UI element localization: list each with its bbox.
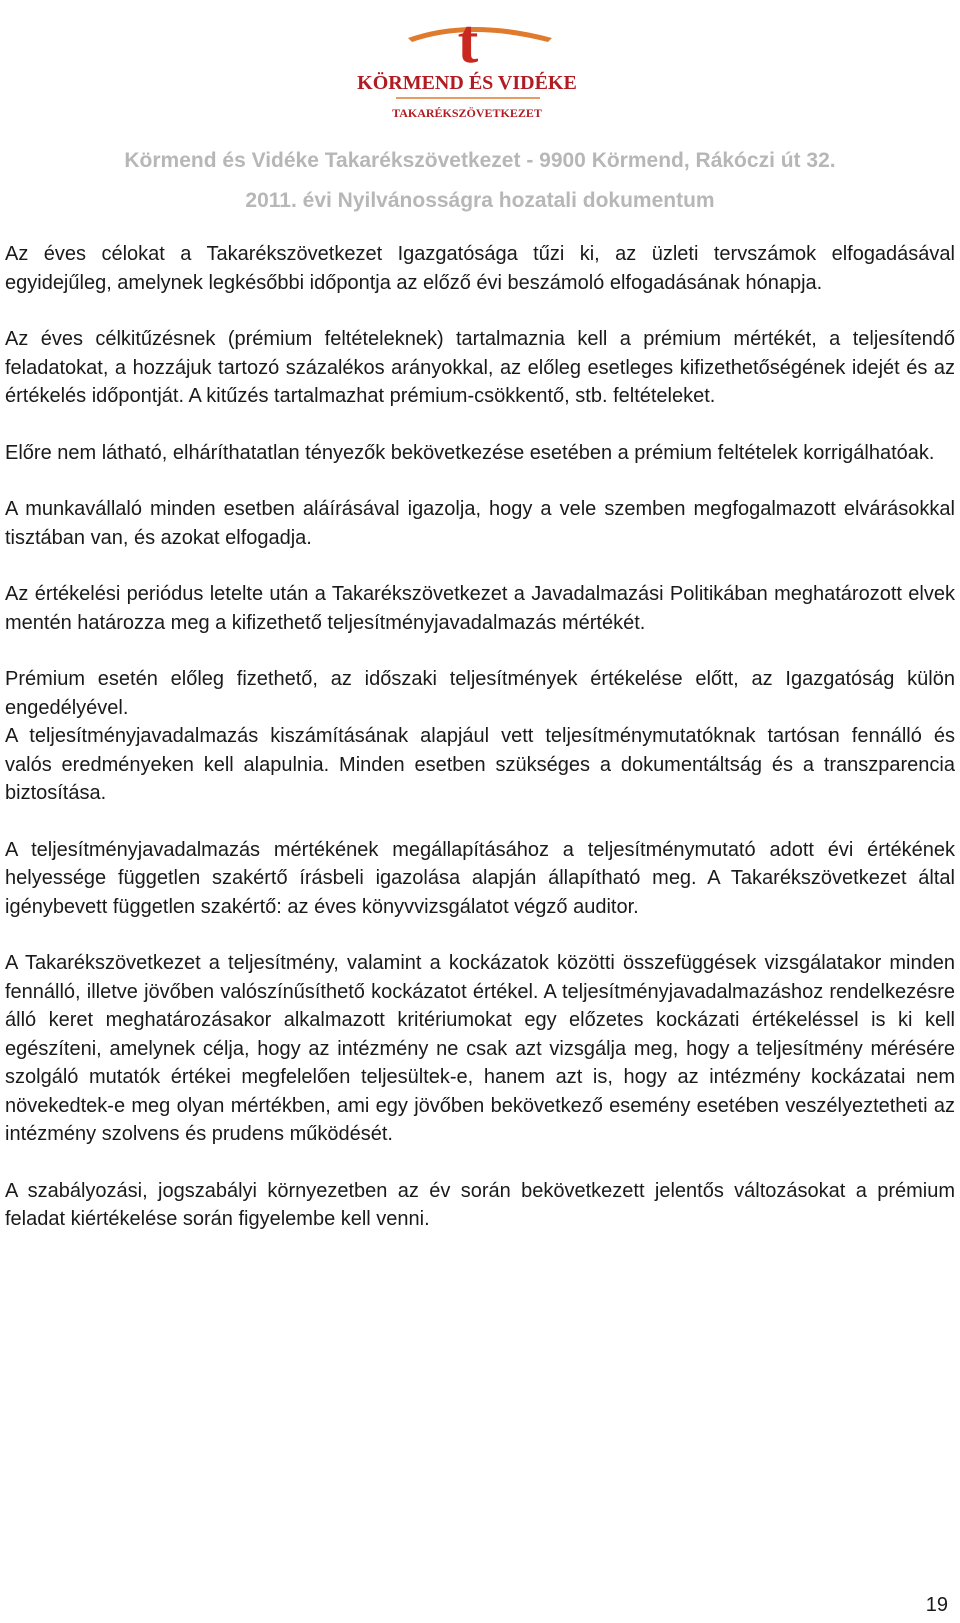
paragraph: A teljesítményjavadalmazás mértékének megállapításához a teljesítménymutató adott évi értékének helyessége független szakértő írásbeli igazolása alapján állapítható meg. A Takarékszövetkezet által igénybevett független szakértő: az éves könyvvizsgálatot végző auditor. [5, 838, 955, 918]
logo-subline: TAKARÉKSZÖVETKEZET [392, 106, 542, 120]
page-number: 19 [925, 1594, 948, 1616]
paragraph: Az értékelési periódus letelte után a Takarékszövetkezet a Javadalmazási Politikában meghatározott elvek mentén határozza meg a kifizethető teljesítményjavadalmazás mértékét. [5, 583, 955, 634]
paragraph: A teljesítményjavadalmazás kiszámításának alapjául vett teljesítménymutatóknak tartósan fennálló és valós eredményeken kell alapulnia. Minden esetben szükséges a dokumentáltság és a transzparencia biztosítása. [5, 725, 955, 804]
header-document-title: 2011. évi Nyilvánosságra hozatali dokumentum [245, 189, 715, 212]
header-address: Körmend és Vidéke Takarékszövetkezet - 9900 Körmend, Rákóczi út 32. [124, 149, 836, 172]
logo-mark-letter: t [457, 8, 479, 76]
paragraph: A Takarékszövetkezet a teljesítmény, valamint a kockázatok közötti összefüggések vizsgálatakor minden fennálló, illetve jövőben valószínűsíthető kockázatot értékel. A teljesítményjavadalmazáshoz rendelkezésre álló keret meghatározásakor alkalmazott kritériumokat egy előzetes kockázati értékeléssel is ki kell egészíteni, amelynek célja, hogy az intézmény ne csak azt vizsgálja meg, hogy a teljesítmény mérésére szolgáló mutatók értékei megfelelően teljesültek-e, hanem azt is, hogy az intézmény kockázatai nem növekedtek-e meg olyan mértékben, ami egy jövőben bekövetkező esemény esetében veszélyeztetheti az intézmény szolvens és prudens működését. [5, 952, 955, 1145]
paragraph: A szabályozási, jogszabályi környezetben az év során bekövetkezett jelentős változásokat a prémium feladat kiértékelése során figyelembe kell venni. [5, 1179, 955, 1230]
paragraph: Előre nem látható, elháríthatatlan tényezők bekövetkezése esetében a prémium feltételek korrigálhatóak. [5, 441, 935, 464]
paragraph: Prémium esetén előleg fizethető, az időszaki teljesítmények értékelése előtt, az Igazgatóság külön engedélyével. [5, 668, 955, 719]
document-body [5, 240, 955, 1262]
logo-roof-mark [408, 27, 552, 42]
logo-name-line: KÖRMEND ÉS VIDÉKE [357, 72, 577, 94]
paragraph: A munkavállaló minden esetben aláírásával igazolja, hogy a vele szemben megfogalmazott elvárásokkal tisztában van, és azokat elfogadja. [5, 498, 955, 549]
paragraph: Az éves célkitűzésnek (prémium feltételeknek) tartalmaznia kell a prémium mértékét, a teljesítendő feladatokat, a hozzájuk tartozó százalékos arányokkal, az előleg esetleges kifizethetőségének idejét és az értékelés időpontját. A kitűzés tartalmazhat prémium-csökkentő, stb. feltételeket. [5, 328, 955, 407]
paragraph: Az éves célokat a Takarékszövetkezet Igazgatósága tűzi ki, az üzleti tervszámok elfogadásával egyidejűleg, amelynek legkésőbbi időpontja az előző évi beszámoló elfogadásának hónapja. [5, 243, 955, 294]
company-logo [0, 4, 960, 126]
